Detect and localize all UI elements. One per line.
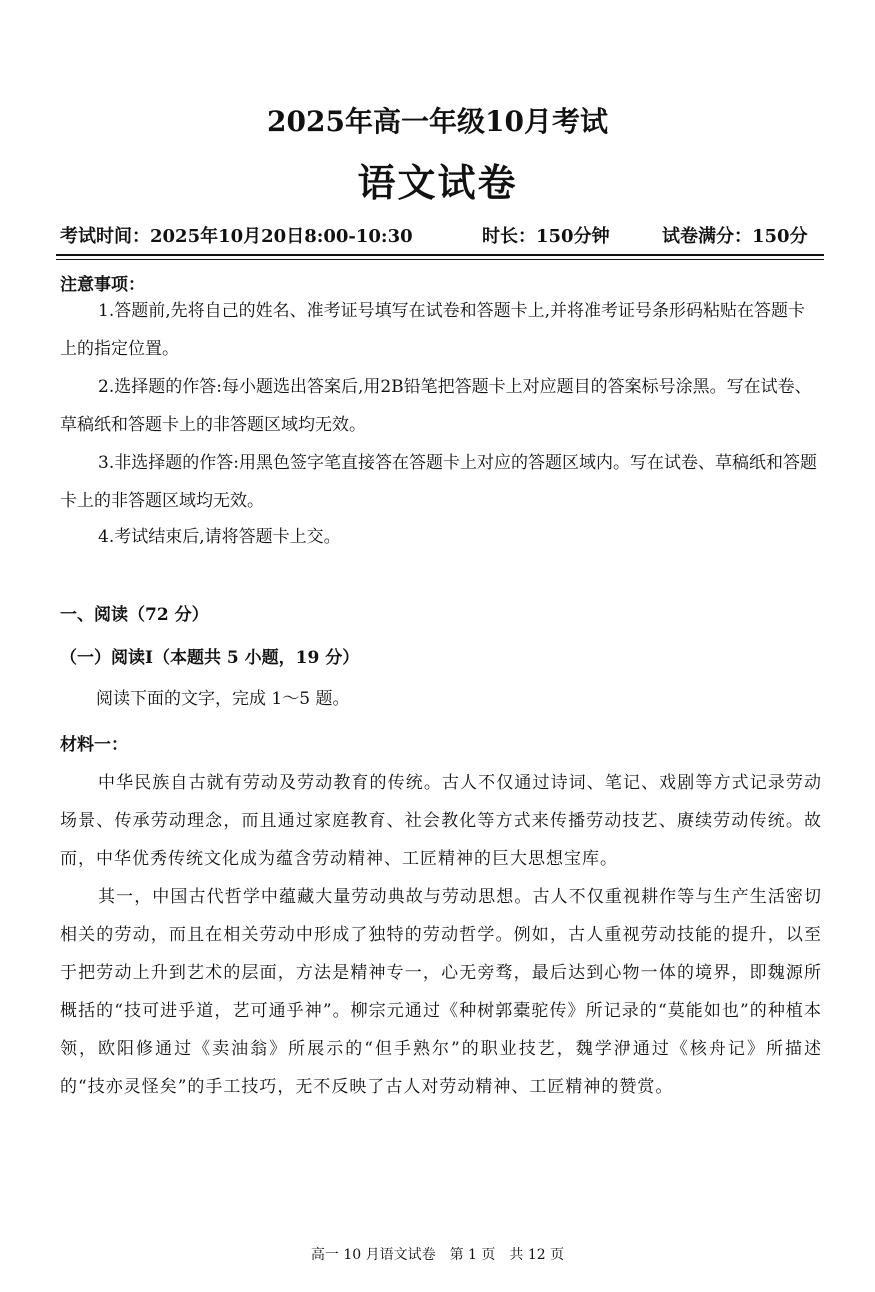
- header-divider-thin: [56, 259, 824, 260]
- notice-item: 2.选择题的作答:每小题选出答案后,用2B铅笔把答题卡上对应题目的答案标号涂黑。写在试卷、草稿纸和答题卡上的非答题区域均无效。: [60, 377, 812, 435]
- header-divider-thick: [56, 254, 824, 256]
- subsection-heading: （一）阅读Ⅰ（本题共 5 小题，19 分）: [60, 648, 360, 668]
- notice-item: 3.非选择题的作答:用黑色签字笔直接答在答题卡上对应的答题区域内。写在试卷、草稿纸和答题卡上的非答题区域均无效。: [60, 453, 817, 511]
- exam-title: 2025年高一年级10月考试: [267, 105, 608, 138]
- reading-instruction: 阅读下面的文字，完成 1～5 题。: [96, 689, 350, 709]
- full-score: 试卷满分：150分: [662, 226, 808, 247]
- passage-paragraph: 中华民族自古就有劳动及劳动教育的传统。古人不仅通过诗词、笔记、戏剧等方式记录劳动场景、传承劳动理念，而且通过家庭教育、社会教化等方式来传播劳动技艺、赓续劳动传统。故而，中华优秀传统文化成为蕴含劳动精神、工匠精神的巨大思想宝库。: [60, 773, 822, 869]
- material-label: 材料一：: [60, 735, 128, 755]
- exam-duration: 时长：150分钟: [482, 226, 610, 247]
- notice-item: 1.答题前,先将自己的姓名、准考证号填写在试卷和答题卡上,并将准考证号条形码粘贴在答题卡上的指定位置。: [60, 301, 806, 359]
- section-heading: 一、阅读（72 分）: [60, 605, 209, 625]
- exam-time: 考试时间：2025年10月20日8:00-10:30: [60, 226, 413, 247]
- subject-title: 语文试卷: [357, 160, 518, 205]
- notices-heading: 注意事项：: [60, 275, 145, 295]
- page-footer: 高一 10 月语文试卷 第 1 页 共 12 页: [310, 1247, 565, 1263]
- exam-info-row: [60, 222, 820, 250]
- passage-paragraph: 其一，中国古代哲学中蕴藏大量劳动典故与劳动思想。古人不仅重视耕作等与生产生活密切相关的劳动，而且在相关劳动中形成了独特的劳动哲学。例如，古人重视劳动技能的提升，以至于把劳动上升到艺术的层面，方法是精神专一，心无旁骛，最后达到心物一体的境界，即魏源所概括的“技可进乎道，艺可通乎神”。柳宗元通过《种树郭橐驼传》所记录的“莫能如也”的种植本领，欧阳修通过《卖油翁》所展示的“但手熟尔”的职业技艺，魏学洢通过《核舟记》所描述的“技亦灵怪矣”的手工技巧，无不反映了古人对劳动精神、工匠精神的赞赏。: [60, 887, 822, 1097]
- notice-item: 4.考试结束后,请将答题卡上交。: [98, 527, 341, 547]
